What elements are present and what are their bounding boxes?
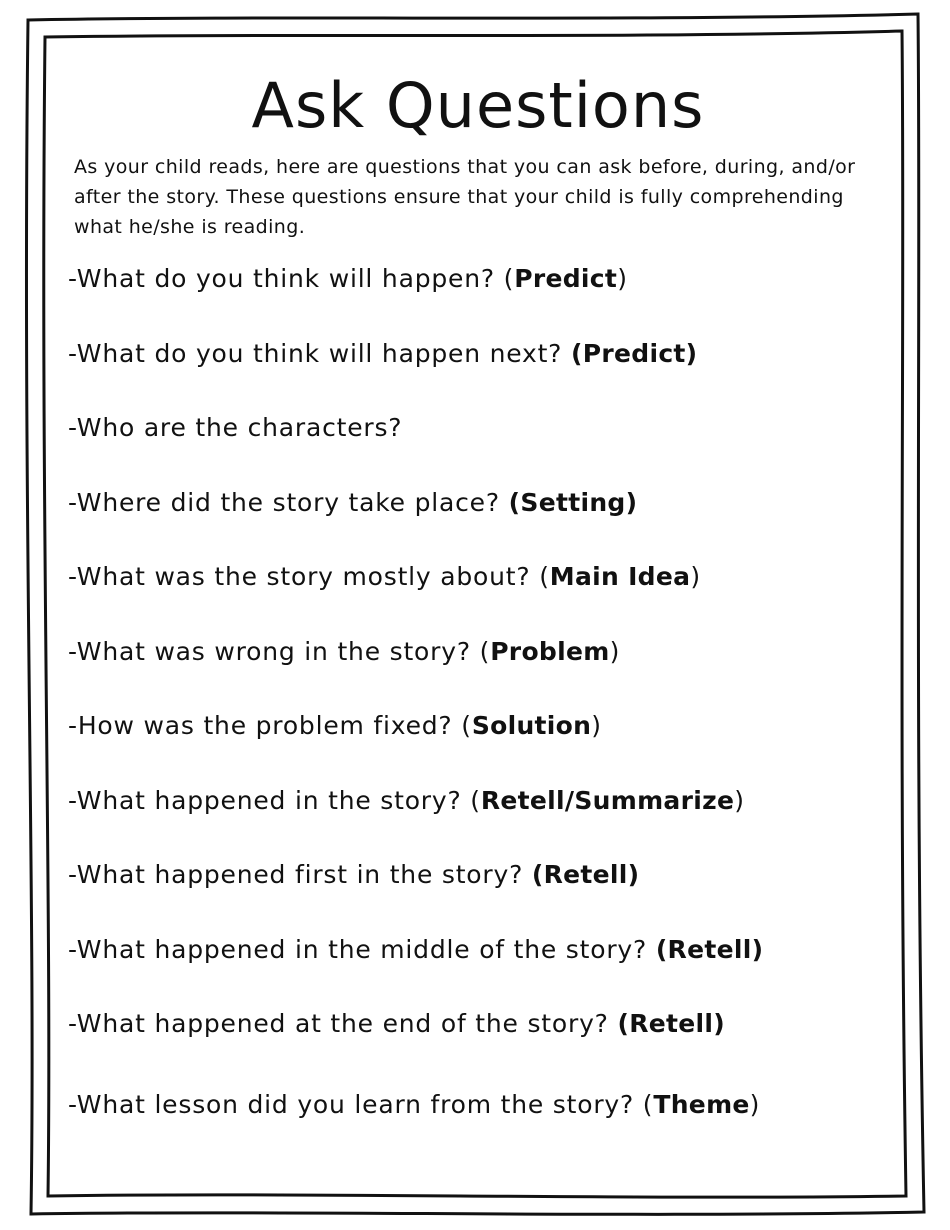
question-tag: Problem [490,636,610,666]
question-tag: Retell/Summarize [480,785,735,815]
question-text: -What happened in the story? ( [68,785,481,815]
question-item [68,413,888,488]
question-item [68,786,888,861]
question-item [68,711,888,786]
question-item [68,488,888,563]
question-close: ) [617,264,628,293]
question-tag: Solution [471,711,592,740]
question-text: -What was the story mostly about? ( [68,562,550,591]
question-item [68,339,888,414]
question-tag: (Retell) [531,860,640,889]
handout-content [68,70,888,1130]
question-item [68,1090,888,1130]
question-text: -What do you think will happen next? [68,338,572,368]
question-item [68,1009,888,1084]
question-text: -What happened at the end of the story? [68,1009,618,1038]
question-tag: Main Idea [549,562,691,591]
question-list [68,264,888,1130]
question-close: ) [734,785,745,815]
question-close: ) [690,562,701,591]
question-close: ) [609,636,621,666]
question-tag: (Retell) [655,934,764,964]
question-close: ) [749,1089,761,1119]
question-tag: Predict [514,264,618,293]
question-tag: (Retell) [617,1009,725,1038]
question-text: -Where did the story take place? [68,487,509,517]
question-item [68,264,888,339]
question-text: -What do you think will happen? ( [68,264,515,293]
question-tag: Theme [653,1089,750,1119]
question-item [68,860,888,935]
question-item [68,935,888,1010]
intro-paragraph: As your child reads, here are questions that you can ask before, during, and/or after the story. These questions ensure that your child is fully comprehending what he/she is reading. [74,156,856,238]
question-tag: (Setting) [508,487,638,517]
question-item [68,562,888,637]
question-tag: (Predict) [571,338,698,368]
question-close: ) [591,711,602,740]
question-text: -What lesson did you learn from the story? ( [68,1089,654,1119]
question-item [68,637,888,712]
question-text: -What happened first in the story? [68,860,532,889]
page-title: Ask Questions [251,69,705,142]
question-text: -Who are the characters? [68,413,403,442]
question-text: -How was the problem fixed? ( [68,711,472,740]
question-text: -What happened in the middle of the story? [68,934,656,964]
question-text: -What was wrong in the story? ( [68,636,491,666]
